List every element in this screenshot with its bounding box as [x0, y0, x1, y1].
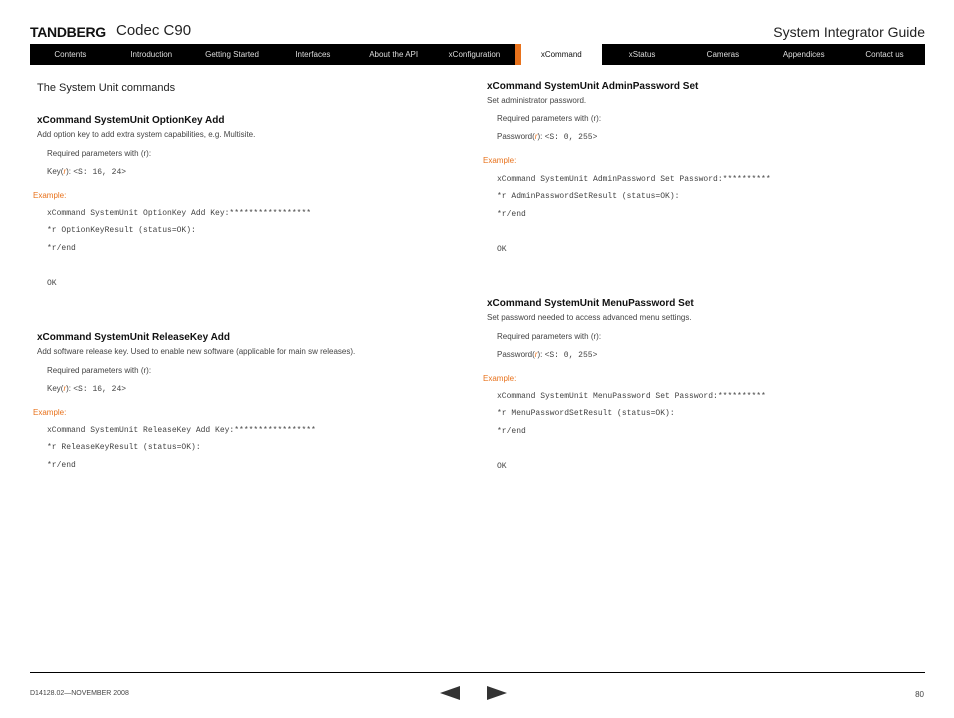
adminpw-required: Required parameters with (r):	[497, 114, 602, 123]
menupw-code-2: *r MenuPasswordSetResult (status=OK):	[497, 409, 675, 418]
menupw-param: Password(r): <S: 0, 255>	[497, 350, 598, 360]
releasekey-param: Key(r): <S: 16, 24>	[47, 384, 127, 394]
menupw-code-3: *r/end	[497, 427, 526, 436]
optionkey-code-1: xCommand SystemUnit OptionKey Add Key:*****************	[47, 209, 312, 218]
product-title: Codec C90	[116, 22, 192, 39]
menupw-code-1: xCommand SystemUnit MenuPassword Set Password:**********	[497, 392, 766, 401]
menupw-heading: xCommand SystemUnit MenuPassword Set	[487, 298, 694, 309]
optionkey-code-3: *r/end	[47, 244, 76, 253]
nav-about-api[interactable]: About the API	[369, 50, 419, 59]
releasekey-code-3: *r/end	[47, 461, 76, 470]
footer-divider	[30, 672, 925, 673]
optionkey-code-2: *r OptionKeyResult (status=OK):	[47, 226, 196, 235]
page-number: 80	[915, 690, 924, 699]
nav-xstatus[interactable]: xStatus	[628, 50, 656, 59]
nav-interfaces[interactable]: Interfaces	[295, 50, 331, 59]
menupw-required: Required parameters with (r):	[497, 332, 602, 341]
adminpw-code-2: *r AdminPasswordSetResult (status=OK):	[497, 192, 680, 201]
adminpw-code-3: *r/end	[497, 210, 526, 219]
optionkey-required: Required parameters with (r):	[47, 149, 152, 158]
releasekey-required: Required parameters with (r):	[47, 366, 152, 375]
releasekey-heading: xCommand SystemUnit ReleaseKey Add	[37, 332, 231, 343]
nav-cameras[interactable]: Cameras	[706, 50, 740, 59]
document-id: D14128.02—NOVEMBER 2008	[30, 690, 129, 697]
top-nav	[30, 44, 925, 65]
page-header	[30, 22, 925, 44]
brand-logo: TANDBERG	[30, 24, 106, 40]
adminpw-example-label: Example:	[483, 156, 517, 165]
adminpw-desc: Set administrator password.	[487, 96, 587, 105]
optionkey-code-4: OK	[47, 279, 57, 288]
optionkey-heading: xCommand SystemUnit OptionKey Add	[37, 115, 225, 126]
nav-contact-us[interactable]: Contact us	[865, 50, 904, 59]
releasekey-code-1: xCommand SystemUnit ReleaseKey Add Key:*****************	[47, 426, 316, 435]
nav-xcommand[interactable]: xCommand	[515, 44, 602, 65]
nav-appendices[interactable]: Appendices	[782, 50, 825, 59]
nav-contents[interactable]: Contents	[54, 50, 87, 59]
adminpw-param: Password(r): <S: 0, 255>	[497, 132, 598, 142]
releasekey-example-label: Example:	[33, 408, 67, 417]
adminpw-heading: xCommand SystemUnit AdminPassword Set	[487, 81, 699, 92]
adminpw-code-1: xCommand SystemUnit AdminPassword Set Password:**********	[497, 175, 771, 184]
adminpw-code-4: OK	[497, 245, 507, 254]
releasekey-code-2: *r ReleaseKeyResult (status=OK):	[47, 443, 201, 452]
nav-introduction[interactable]: Introduction	[130, 50, 173, 59]
releasekey-desc: Add software release key. Used to enable new software (applicable for main sw releases).	[37, 347, 356, 356]
optionkey-param: Key(r): <S: 16, 24>	[47, 167, 127, 177]
optionkey-desc: Add option key to add extra system capabilities, e.g. Multisite.	[37, 130, 256, 139]
nav-getting-started[interactable]: Getting Started	[205, 50, 259, 59]
guide-title: System Integrator Guide	[773, 24, 925, 40]
section-title: The System Unit commands	[37, 82, 176, 94]
next-page-icon[interactable]	[487, 686, 507, 700]
menupw-code-4: OK	[497, 462, 507, 471]
optionkey-example-label: Example:	[33, 191, 67, 200]
menupw-example-label: Example:	[483, 374, 517, 383]
menupw-desc: Set password needed to access advanced menu settings.	[487, 313, 692, 322]
nav-xconfiguration[interactable]: xConfiguration	[448, 50, 501, 59]
prev-page-icon[interactable]	[440, 686, 460, 700]
